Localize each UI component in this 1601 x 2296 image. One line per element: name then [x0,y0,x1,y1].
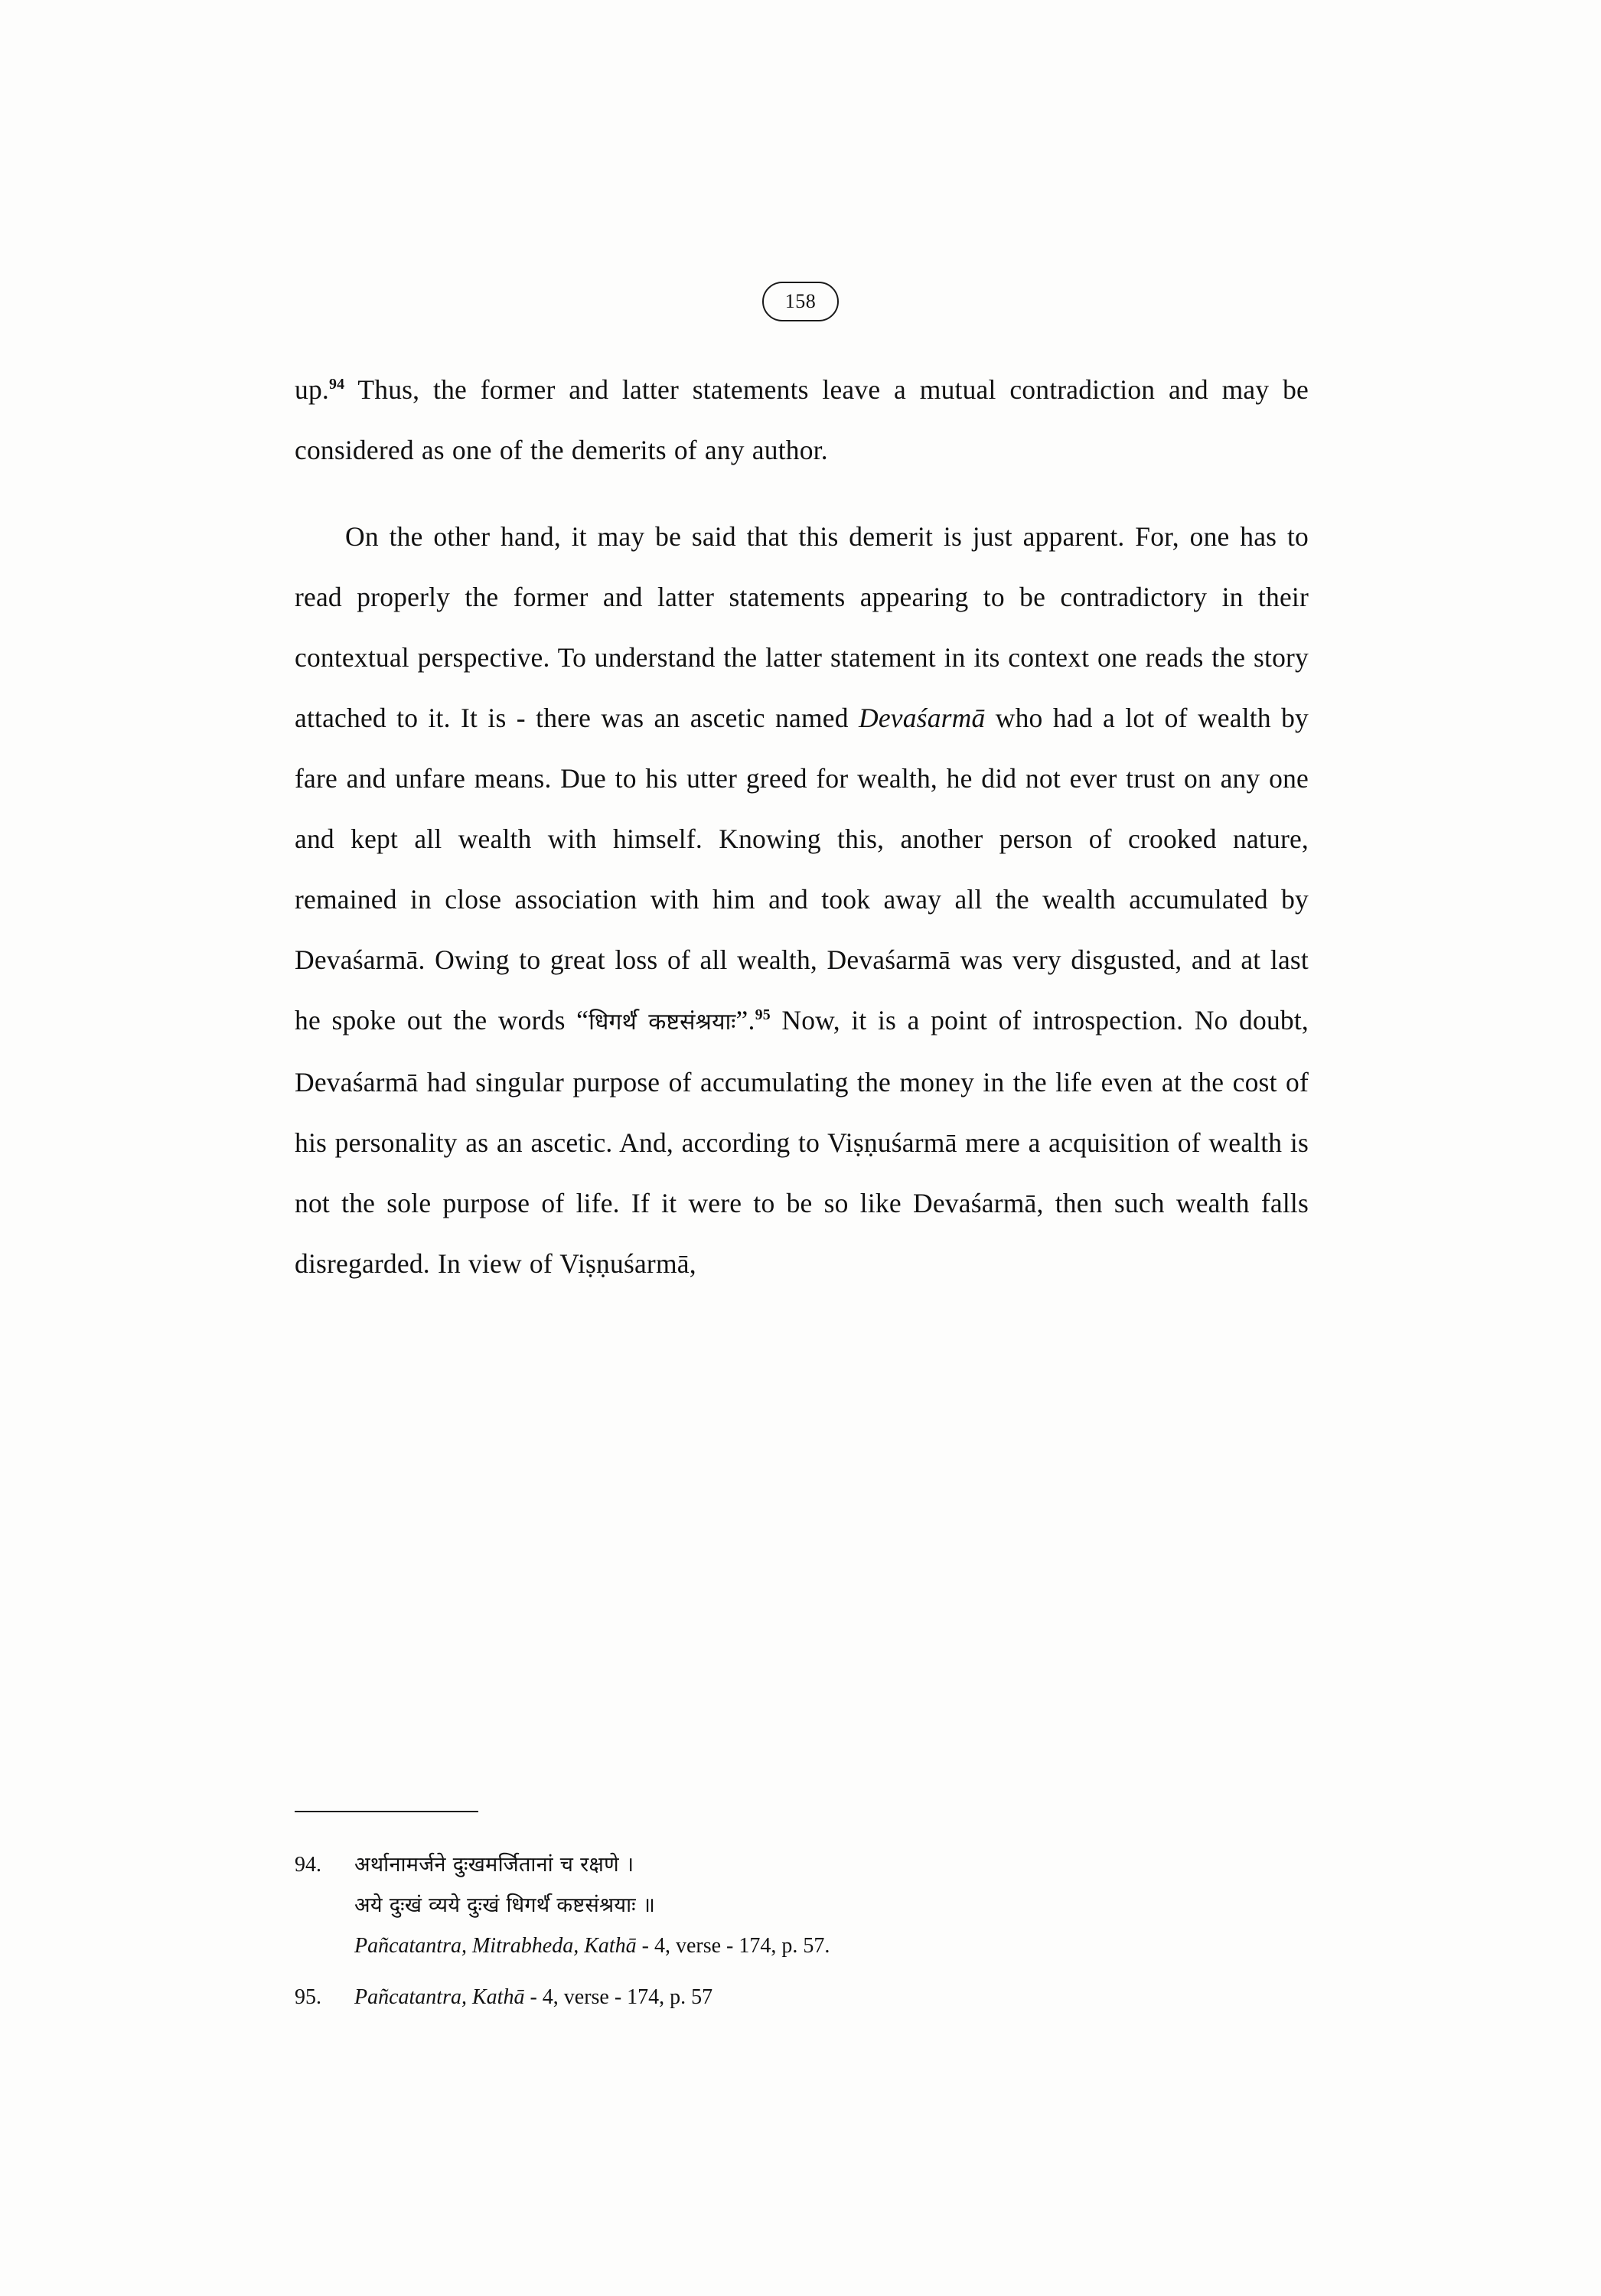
footnote-devanagari-line: अर्थानामर्जने दुःखमर्जितानां च रक्षणे । [354,1853,634,1877]
text-run: ”. [735,1005,755,1035]
text-run: Now, it is a point of introspection. No doubt, Devaśarmā had singular purpose of accumulating the money in the life even at the cost of his personality as an ascetic. And, according to Viṣṇuśarmā mere a acquisition of wealth is not the sole purpose of life. If it were to be so like Devaśarmā, then such wealth falls disregarded. In view of Viṣṇuśarmā, [295,1005,1309,1279]
footnote-marker: 95 [755,1006,771,1024]
footnote-citation-line [354,1977,1312,2017]
footnote-marker: 94 [328,376,345,393]
citation-title: Pañcatantra, Kathā [354,1985,525,2009]
paragraph [295,507,1309,1294]
page-number-badge: 158 [762,282,839,321]
citation-detail: - 4, verse - 174, p. 57 [524,1985,713,2009]
text-run: On the other hand, it may be said that this demerit is just apparent. For, one has to read properly the former and latter statements appearing to be contradictory in their contextual perspective. To understand the latter statement in its context one reads the story attached to it. It is - there was an ascetic named [295,521,1309,733]
footnote-item [295,1844,1312,1966]
footnote-citation-line [354,1926,1312,1966]
italic-term: Devaśarmā [858,703,986,733]
paragraph [295,360,1309,481]
footnote-separator-rule [295,1811,478,1812]
citation-detail: - 4, verse - 174, p. 57. [636,1934,830,1958]
devanagari-quote: धिगर्थऺ कष्टसंश्रयाः [589,1009,736,1035]
body-text-block [295,360,1309,1294]
footnote-number: 95. [295,1985,321,2009]
text-run: Thus, the former and latter statements leave a mutual contradiction and may be considered as one of the demerits of any author. [295,374,1309,465]
footnote-item [295,1977,1312,2017]
footnote-devanagari-line: अये दुःखं व्यये दुःखं धिगर्थऺ कष्टसंश्रयाः ॥ [354,1893,656,1917]
footnote-number: 94. [295,1853,321,1877]
text-run: up. [295,374,329,405]
footnote-body [354,1844,1312,1966]
text-run: who had a lot of wealth by fare and unfare means. Due to his utter greed for wealth, he did not ever trust on any one and kept all wealth with himself. Knowing this, another person of crooked nature, remained in close association with him and took away all the wealth accumulated by Devaśarmā. Owing to great loss of all wealth, Devaśarmā was very disgusted, and at last he spoke out the words “ [295,703,1309,1035]
citation-title: Pañcatantra, Mitrabheda, Kathā [354,1934,637,1958]
footnote-section [295,1844,1312,2028]
footnote-body [354,1977,1312,2017]
